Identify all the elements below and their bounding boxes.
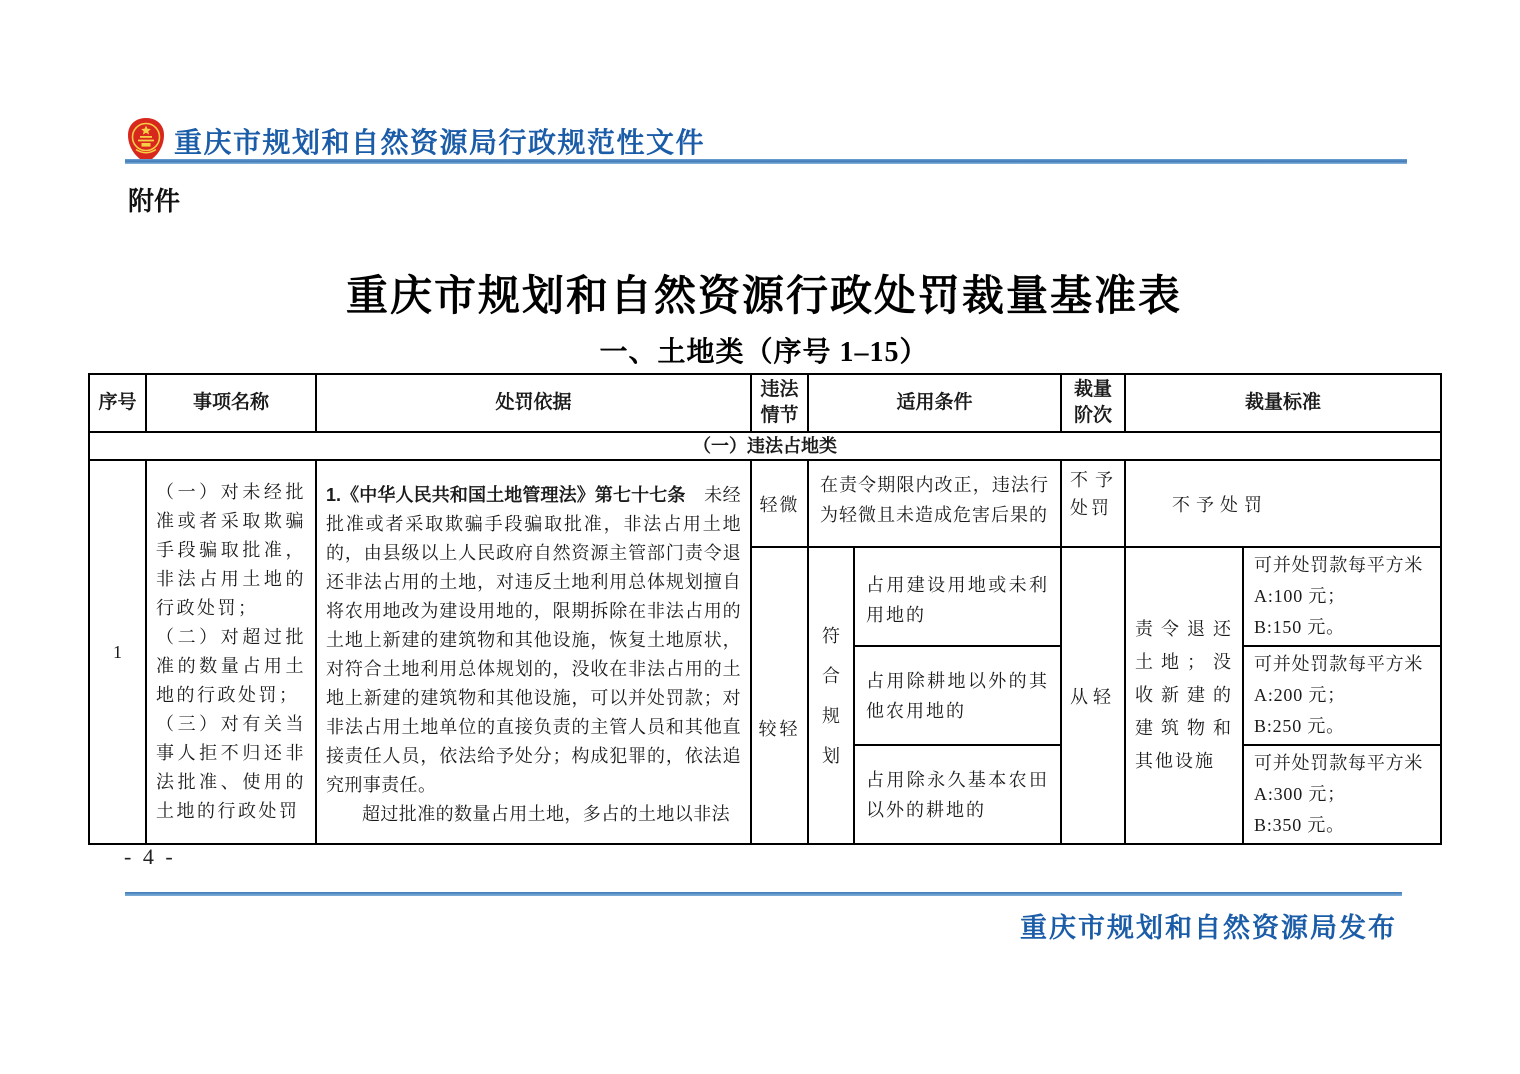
item-paragraph: （三）对有关当事人拒不归还非法批准、使用的土地的行政处罚 xyxy=(156,714,306,821)
penalty-basis-cell xyxy=(316,460,751,844)
light-level-cell: 从轻 xyxy=(1061,547,1125,844)
col-header-seq: 序号 xyxy=(89,374,146,432)
item-paragraph: （二）对超过批准的数量占用土地的行政处罚； xyxy=(156,627,306,705)
common-standard-cell: 责令退还土地；没收新建的建筑物和其他设施 xyxy=(1125,547,1243,844)
standard-cell: 可并处罚款每平方米 A:200 元； B:250 元。 xyxy=(1243,646,1441,745)
condition-cell: 占用建设用地或未利用地的 xyxy=(854,547,1061,646)
section-row xyxy=(89,432,1441,460)
table-header-row xyxy=(89,374,1441,432)
banner-title: 重庆市规划和自然资源局行政规范性文件 xyxy=(174,127,706,158)
severity-light-cell: 较轻 xyxy=(751,547,808,844)
standard-cell: 可并处罚款每平方米 A:300 元； B:350 元。 xyxy=(1243,745,1441,844)
page-number: - 4 - xyxy=(124,844,176,869)
minor-standard-cell: 不予处罚 xyxy=(1125,460,1441,547)
standard-cell: 可并处罚款每平方米 A:100 元； B:150 元。 xyxy=(1243,547,1441,646)
col-header-standard: 裁量标准 xyxy=(1125,374,1441,432)
col-header-item: 事项名称 xyxy=(146,374,316,432)
penalty-standards-table xyxy=(88,373,1442,845)
plan-compliance-cell: 符合规划 xyxy=(808,547,854,844)
condition-cell: 占用除永久基本农田以外的耕地的 xyxy=(854,745,1061,844)
document-subtitle: 一、土地类（序号 1–15） xyxy=(599,337,929,368)
basis-paragraph-2: 超过批准的数量占用土地，多占的土地以非法 xyxy=(362,803,730,824)
basis-law-citation: 1.《中华人民共和国土地管理法》第七十七条 xyxy=(326,484,686,505)
item-paragraph: （一）对未经批准或者采取欺骗手段骗取批准，非法占用土地的行政处罚； xyxy=(156,482,306,618)
section-header: （一）违法占地类 xyxy=(89,432,1441,460)
national-emblem-icon xyxy=(127,117,165,163)
footer-publisher: 重庆市规划和自然资源局发布 xyxy=(1020,913,1397,943)
minor-condition-cell: 在责令期限内改正，违法行为轻微且未造成危害后果的 xyxy=(808,460,1061,547)
seq-cell: 1 xyxy=(89,460,146,844)
basis-law-text: 未经批准或者采取欺骗手段骗取批准，非法占用土地的，由县级以上人民政府自然资源主管部门责令退还非法占用的土地，对违反土地利用总体规划擅自将农用地改为建设用地的，限期拆除在非法占用的土地上新建的建筑物和其他设施，恢复土地原状，对符合土地利用总体规划的，没收在非法占用的土地上新建的建筑物和其他设施，可以并处罚款；对非法占用土地单位的直接负责的主管人员和其他直接责任人员，依法给予处分；构成犯罪的，依法追究刑事责任。 xyxy=(326,484,741,795)
col-header-level: 裁量阶次 xyxy=(1061,374,1125,432)
footer-rule xyxy=(125,892,1402,896)
severity-minor-cell: 轻微 xyxy=(751,460,808,547)
attachment-label: 附件 xyxy=(128,186,181,216)
table-row xyxy=(89,460,1441,547)
banner-rule xyxy=(125,159,1407,164)
condition-cell: 占用除耕地以外的其他农用地的 xyxy=(854,646,1061,745)
col-header-basis: 处罚依据 xyxy=(316,374,751,432)
item-name-cell xyxy=(146,460,316,844)
col-header-severity: 违法情节 xyxy=(751,374,808,432)
col-header-conditions: 适用条件 xyxy=(808,374,1061,432)
document-title: 重庆市规划和自然资源行政处罚裁量基准表 xyxy=(345,274,1182,320)
minor-level-cell: 不予处罚 xyxy=(1061,460,1125,547)
